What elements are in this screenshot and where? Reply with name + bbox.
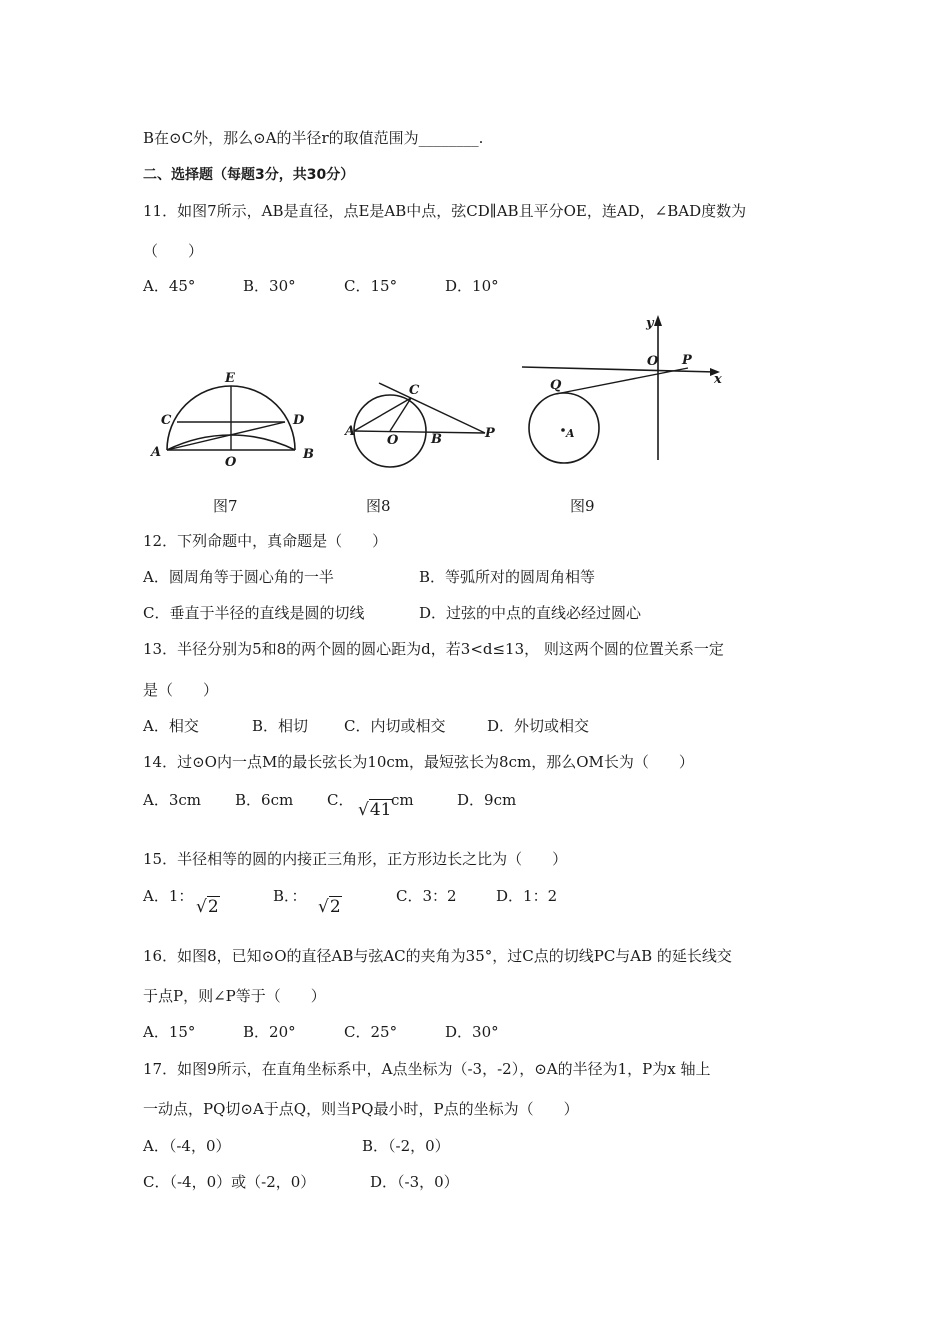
q16-option-d: D．30°	[445, 1023, 499, 1041]
q15-option-a: A．1：	[143, 887, 194, 905]
q14-sqrt-radicand: 41	[369, 800, 392, 820]
q15-option-b: B．：	[273, 887, 307, 905]
fig9-label-q: Q	[550, 378, 562, 393]
q14-sqrt: √41	[358, 800, 392, 820]
fig7-label-a: A	[151, 445, 162, 460]
fig8-caption: 图8	[366, 497, 391, 515]
q17-option-d: D．（-3，0）	[370, 1173, 459, 1191]
q14-option-b: B．6cm	[235, 791, 294, 809]
q17-option-a: A．（-4，0）	[143, 1137, 231, 1155]
q11-stem: 11．如图7所示，AB是直径，点E是AB中点，弦CD∥AB且平分OE，连AD，∠BAD度数为	[143, 202, 747, 220]
fig7-label-c: C	[161, 413, 172, 428]
fig9-label-p: P	[682, 353, 692, 368]
q14-option-d: D．9cm	[457, 791, 517, 809]
q17-option-c: C．（-4，0）或（-2，0）	[143, 1173, 316, 1191]
fig8-label-b: B	[431, 432, 442, 447]
q11-blank: （ ）	[143, 242, 204, 260]
fig9-caption: 图9	[570, 497, 595, 515]
section-heading: 二、选择题（每题3分，共30分）	[143, 167, 355, 183]
q15-sqrt-radicand-a: 2	[207, 897, 219, 917]
q12-option-b: B．等弧所对的圆周角相等	[419, 568, 596, 586]
line-range-question: B在⊙C外，那么⊙A的半径r的取值范围为________.	[143, 129, 484, 147]
q15-stem: 15．半径相等的圆的内接正三角形，正方形边长之比为（ ）	[143, 850, 568, 868]
q13-stem-cont: 是（ ）	[143, 681, 219, 699]
figure-7	[145, 370, 325, 480]
q14-option-a: A．3cm	[143, 791, 202, 809]
figure-9	[520, 315, 730, 465]
q15-option-a-sqrt: √2	[196, 897, 219, 917]
figure-8	[345, 378, 505, 478]
fig9-label-o: O	[647, 354, 659, 369]
q14-option-c: C．	[327, 791, 354, 809]
q11-option-b: B．30°	[243, 277, 296, 295]
fig9-label-a: A	[566, 427, 575, 440]
fig7-label-d: D	[293, 413, 305, 428]
fig7-label-o: O	[225, 455, 237, 470]
q11-option-a: A．45°	[143, 277, 196, 295]
q11-option-c: C．15°	[344, 277, 398, 295]
q14-option-c-unit: cm	[391, 791, 414, 809]
q13-option-c: C．内切或相交	[344, 717, 446, 735]
fig7-label-b: B	[303, 447, 314, 462]
q16-stem: 16．如图8，已知⊙O的直径AB与弦AC的夹角为35°，过C点的切线PC与AB 的延长线交	[143, 947, 732, 965]
q16-stem-cont: 于点P，则∠P等于（ ）	[143, 987, 326, 1005]
q13-option-b: B．相切	[252, 717, 309, 735]
q13-option-d: D．外切或相交	[487, 717, 590, 735]
q12-stem: 12．下列命题中，真命题是（ ）	[143, 532, 388, 550]
fig8-label-p: P	[485, 426, 495, 441]
q15-option-b-sqrt: √2	[318, 897, 341, 917]
q17-stem-cont: 一动点，PQ切⊙A于点Q，则当PQ最小时，P点的坐标为（ ）	[143, 1100, 579, 1118]
q11-option-d: D．10°	[445, 277, 499, 295]
q15-option-d: D．1：2	[496, 887, 558, 905]
fig9-label-x: x	[714, 372, 722, 387]
fig7-label-e: E	[225, 371, 235, 386]
q16-option-a: A．15°	[143, 1023, 196, 1041]
q17-stem: 17．如图9所示，在直角坐标系中，A点坐标为（-3，-2），⊙A的半径为1，P为x 轴上	[143, 1060, 711, 1078]
q13-stem: 13．半径分别为5和8的两个圆的圆心距为d，若3<d≤13， 则这两个圆的位置关系一定	[143, 640, 724, 658]
q16-option-b: B．20°	[243, 1023, 296, 1041]
q12-option-d: D．过弦的中点的直线必经过圆心	[419, 604, 642, 622]
q14-stem: 14．过⊙O内一点M的最长弦长为10cm，最短弦长为8cm，那么OM长为（ ）	[143, 753, 694, 771]
q16-option-c: C．25°	[344, 1023, 398, 1041]
fig8-label-o: O	[387, 433, 399, 448]
q15-sqrt-radicand-b: 2	[329, 897, 341, 917]
q12-option-c: C．垂直于半径的直线是圆的切线	[143, 604, 365, 622]
fig9-label-y: y	[646, 316, 654, 331]
fig8-label-a: A	[345, 424, 356, 439]
q12-option-a: A．圆周角等于圆心角的一半	[143, 568, 334, 586]
q17-option-b: B．（-2，0）	[362, 1137, 450, 1155]
fig8-label-c: C	[409, 383, 420, 398]
q13-option-a: A．相交	[143, 717, 199, 735]
fig7-caption: 图7	[213, 497, 238, 515]
q15-option-c: C．3：2	[396, 887, 457, 905]
